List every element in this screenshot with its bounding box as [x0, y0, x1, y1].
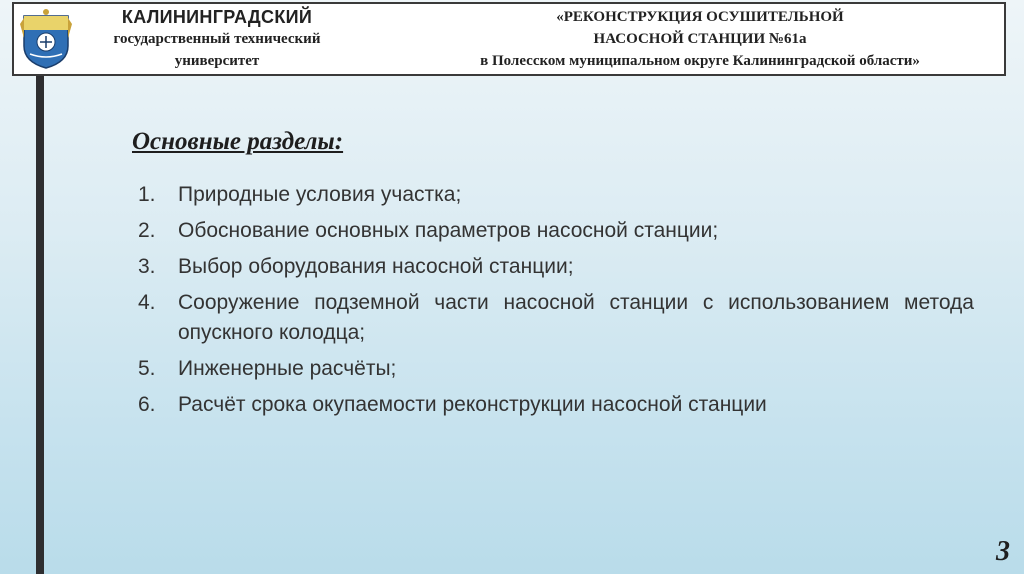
list-item-number: 4.	[138, 291, 156, 314]
university-name	[80, 6, 354, 72]
university-name-line3: университет	[174, 53, 260, 69]
project-title-line3: в Полесском муниципальном округе Калининградской области»	[480, 53, 920, 69]
sections-list	[134, 180, 974, 426]
list-item	[134, 354, 974, 384]
list-item	[134, 216, 974, 246]
list-item-text: Сооружение подземной части насосной станции с использованием метода опускного колодца;	[178, 291, 974, 344]
list-item-text: Природные условия участка;	[178, 183, 462, 206]
list-item-number: 3.	[138, 255, 156, 278]
list-item	[134, 390, 974, 420]
project-title	[400, 6, 1000, 72]
list-item-number: 5.	[138, 357, 156, 380]
project-title-line1: «РЕКОНСТРУКЦИЯ ОСУШИТЕЛЬНОЙ	[556, 9, 844, 25]
list-item-text: Инженерные расчёты;	[178, 357, 397, 380]
list-item-number: 2.	[138, 219, 156, 242]
vertical-accent-bar	[36, 2, 44, 574]
list-item-number: 6.	[138, 393, 156, 416]
list-item-text: Расчёт срока окупаемости реконструкции насосной станции	[178, 393, 767, 416]
list-item	[134, 252, 974, 282]
project-title-line2: НАСОСНОЙ СТАНЦИИ №61а	[593, 31, 807, 47]
page-number: 3	[996, 536, 1010, 567]
university-crest-icon	[20, 8, 72, 70]
list-item-number: 1.	[138, 183, 156, 206]
list-item	[134, 288, 974, 348]
section-heading: Основные разделы:	[132, 128, 344, 155]
university-name-line1: КАЛИНИНГРАДСКИЙ	[121, 7, 313, 27]
list-item-text: Обоснование основных параметров насосной станции;	[178, 219, 719, 242]
university-name-line2: государственный технический	[113, 31, 321, 47]
list-item	[134, 180, 974, 210]
list-item-text: Выбор оборудования насосной станции;	[178, 255, 574, 278]
